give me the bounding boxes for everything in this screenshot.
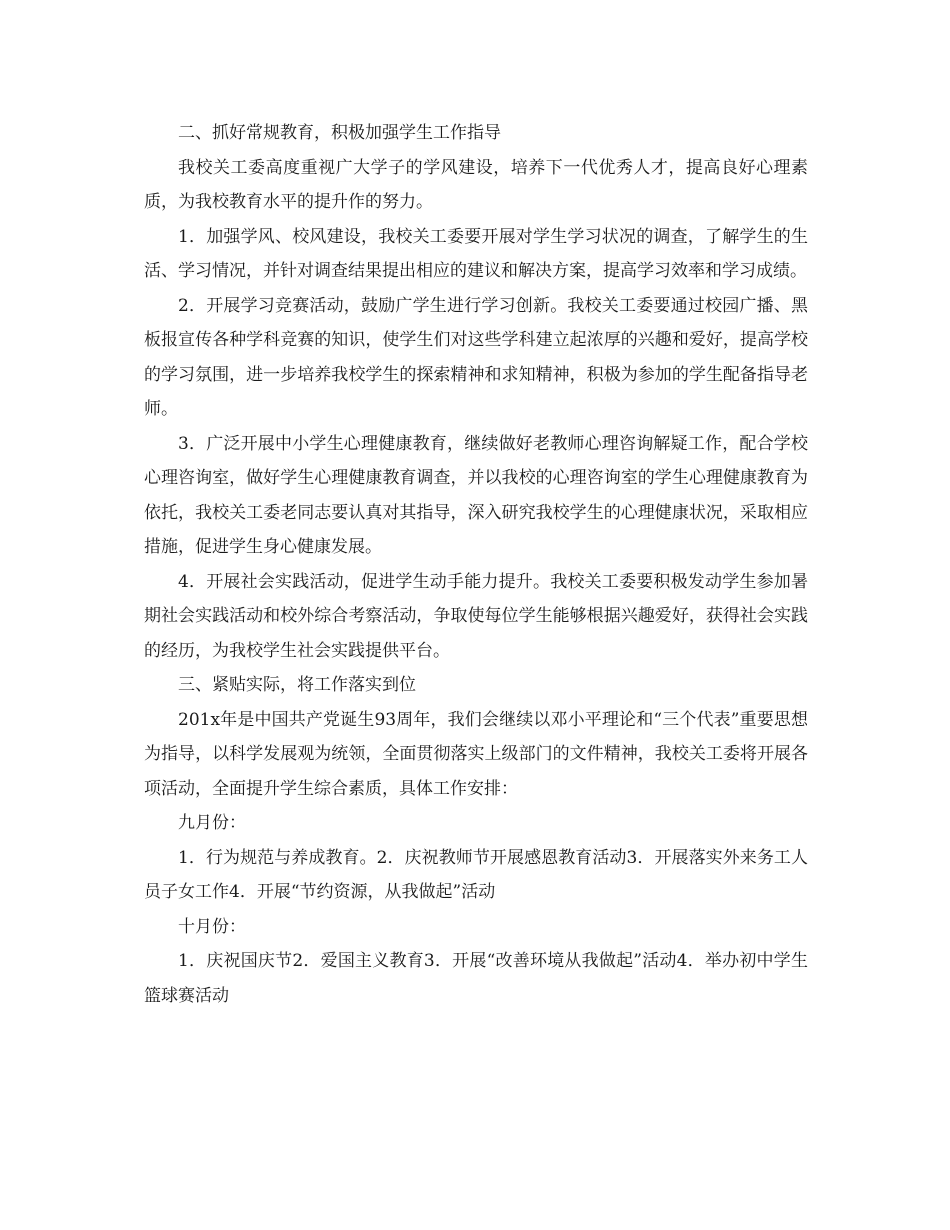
month-heading-october: 十月份：: [178, 916, 246, 937]
paragraph-item-3: 3．广泛开展中小学生心理健康教育，继续做好老教师心理咨询解疑工作，配合学校心理咨询室，做好学生心理健康教育调查，并以我校的心理咨询室的学生心理健康教育为依托，我校关工委老同志要认真对其指导，深入研究我校学生的心理健康状况，采取相应措施，促进学生身心健康发展。: [144, 433, 808, 557]
paragraph-october-plan: 1．庆祝国庆节2．爱国主义教育3．开展“改善环境从我做起”活动4．举办初中学生篮球赛活动: [144, 951, 808, 1006]
paragraph-item-2: 2．开展学习竞赛活动，鼓励广学生进行学习创新。我校关工委要通过校园广播、黑板报宣传各种学科竞赛的知识，使学生们对这些学科建立起浓厚的兴趣和爱好，提高学校的学习氛围，进一步培养我校学生的探索精神和求知精神，积极为参加的学生配备指导老师。: [144, 295, 808, 419]
section-heading-3: 三、紧贴实际，将工作落实到位: [178, 675, 416, 695]
paragraph-item-4: 4．开展社会实践活动，促进学生动手能力提升。我校关工委要积极发动学生参加暑期社会实践活动和校外综合考察活动，争取使每位学生能够根据兴趣爱好，获得社会实践的经历，为我校学生社会实践提供平台。: [144, 571, 808, 661]
document-body: [144, 116, 808, 1013]
section-heading-2: 二、抓好常规教育，积极加强学生工作指导: [178, 123, 501, 143]
paragraph-intro: 我校关工委高度重视广大学子的学风建设，培养下一代优秀人才，提高良好心理素质，为我校教育水平的提升作的努力。: [144, 157, 808, 212]
month-heading-september: 九月份：: [178, 813, 246, 833]
paragraph-plan-intro: 201x年是中国共产党诞生93周年，我们会继续以邓小平理论和“三个代表”重要思想为指导，以科学发展观为统领，全面贯彻落实上级部门的文件精神，我校关工委将开展各项活动，全面提升学生综合素质，具体工作安排：: [144, 709, 808, 799]
paragraph-september-plan: 1．行为规范与养成教育。2．庆祝教师节开展感恩教育活动3．开展落实外来务工人员子女工作4．开展“节约资源，从我做起”活动: [144, 847, 808, 902]
paragraph-item-1: 1．加强学风、校风建设，我校关工委要开展对学生学习状况的调查，了解学生的生活、学习情况，并针对调查结果提出相应的建议和解决方案，提高学习效率和学习成绩。: [144, 226, 808, 281]
